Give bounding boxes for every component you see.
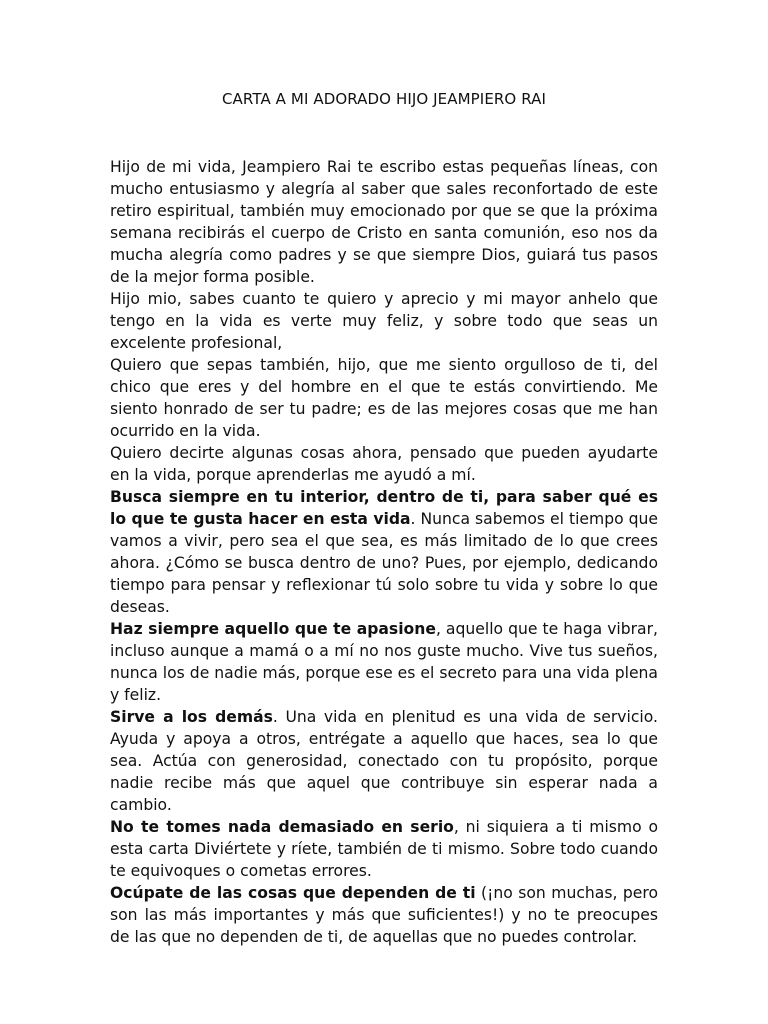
letter-body: [110, 156, 658, 948]
paragraph-2: [110, 288, 658, 354]
paragraph-8-text: , ni siquiera a ti mismo o esta carta Diviértete y ríete, también de ti mismo. Sobre todo cuando te equivoques o cometas errores.: [110, 818, 658, 880]
paragraph-6: [110, 618, 658, 706]
paragraph-9: [110, 882, 658, 948]
paragraph-5-text: . Nunca sabemos el tiempo que vamos a vivir, pero sea el que sea, es más limitado de lo que crees ahora. ¿Cómo se busca dentro de uno? Pues, por ejemplo, dedicando tiempo para pensar y reflexionar tú solo sobre tu vida y sobre lo que deseas.: [110, 510, 658, 616]
paragraph-7-bold: Sirve a los demás: [110, 708, 273, 726]
paragraph-5: [110, 486, 658, 618]
paragraph-4-text: Quiero decirte algunas cosas ahora, pensado que pueden ayudarte en la vida, porque aprenderlas me ayudó a mí.: [110, 444, 658, 484]
paragraph-9-text: (¡no son muchas, pero son las más importantes y más que suficientes!) y no te preocupes de las que no dependen de ti, de aquellas que no puedes controlar.: [110, 884, 658, 946]
paragraph-3: [110, 354, 658, 442]
paragraph-9-bold: Ocúpate de las cosas que dependen de ti: [110, 884, 476, 902]
paragraph-8: [110, 816, 658, 882]
paragraph-6-bold: Haz siempre aquello que te apasione: [110, 620, 436, 638]
paragraph-3-text: Quiero que sepas también, hijo, que me siento orgulloso de ti, del chico que eres y del hombre en el que te estás convirtiendo. Me siento honrado de ser tu padre; es de las mejores cosas que me han ocurrido en la vida.: [110, 356, 658, 440]
paragraph-4: [110, 442, 658, 486]
paragraph-7-text: . Una vida en plenitud es una vida de servicio. Ayuda y apoya a otros, entrégate a aquello que haces, sea lo que sea. Actúa con generosidad, conectado con tu propósito, porque nadie recibe más que aquel que contribuye sin esperar nada a cambio.: [110, 708, 658, 814]
paragraph-2-text: Hijo mio, sabes cuanto te quiero y aprecio y mi mayor anhelo que tengo en la vida es verte muy feliz, y sobre todo que seas un excelente profesional,: [110, 290, 658, 352]
paragraph-7: [110, 706, 658, 816]
paragraph-1-text: Hijo de mi vida, Jeampiero Rai te escribo estas pequeñas líneas, con mucho entusiasmo y alegría al saber que sales reconfortado de este retiro espiritual, también muy emocionado por que se que la próxima semana recibirás el cuerpo de Cristo en santa comunión, eso nos da mucha alegría como padres y se que siempre Dios, guiará tus pasos de la mejor forma posible.: [110, 158, 658, 286]
paragraph-6-text: , aquello que te haga vibrar, incluso aunque a mamá o a mí no nos guste mucho. Vive tus sueños, nunca los de nadie más, porque ese es el secreto para una vida plena y feliz.: [110, 620, 658, 704]
paragraph-8-bold: No te tomes nada demasiado en serio: [110, 818, 454, 836]
paragraph-5-bold: Busca siempre en tu interior, dentro de ti, para saber qué es lo que te gusta hacer en esta vida: [110, 488, 658, 528]
letter-title: CARTA A MI ADORADO HIJO JEAMPIERO RAI: [221, 90, 547, 108]
paragraph-1: [110, 156, 658, 288]
